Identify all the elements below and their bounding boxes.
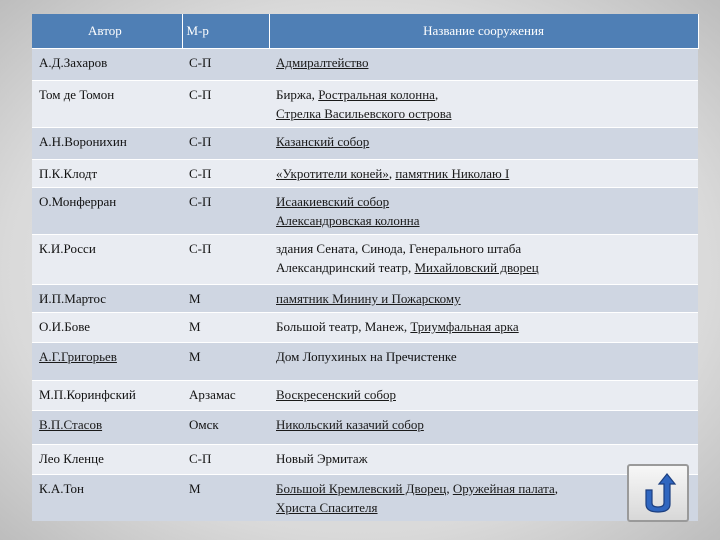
cell-building xyxy=(269,49,698,81)
author-name: К.А.Тон xyxy=(39,481,84,496)
building-text: , xyxy=(554,481,558,496)
table-header-row xyxy=(32,14,698,49)
return-button[interactable] xyxy=(627,464,689,522)
building-link[interactable]: Ростральная колонна xyxy=(318,87,435,102)
cell-city: М xyxy=(182,475,269,522)
table-row xyxy=(32,445,698,475)
cell-author[interactable] xyxy=(32,343,182,381)
cell-author xyxy=(32,285,182,313)
cell-building xyxy=(269,313,698,343)
cell-city: М xyxy=(182,343,269,381)
building-link[interactable]: Исаакиевский собор xyxy=(276,194,390,209)
cell-building xyxy=(269,188,698,235)
building-text: здания Сената, Синода, Генерального штаба xyxy=(276,241,522,256)
cell-city: М xyxy=(182,285,269,313)
cell-city: С-П xyxy=(182,81,269,128)
author-name: И.П.Мартос xyxy=(39,291,107,306)
cell-author xyxy=(32,128,182,160)
cell-author xyxy=(32,235,182,285)
author-name: К.И.Росси xyxy=(39,241,96,256)
table-row xyxy=(32,188,698,235)
building-link[interactable]: Михайловский дворец xyxy=(414,260,539,275)
cell-author xyxy=(32,81,182,128)
author-name[interactable]: В.П.Стасов xyxy=(39,417,103,432)
cell-building xyxy=(269,343,698,381)
cell-city: Арзамас xyxy=(182,381,269,411)
author-name: П.К.Клодт xyxy=(39,166,98,181)
cell-author xyxy=(32,381,182,411)
table-row xyxy=(32,128,698,160)
author-name: А.Н.Воронихин xyxy=(39,134,127,149)
building-link[interactable]: Никольский казачий собор xyxy=(276,417,424,432)
cell-city: Омск xyxy=(182,411,269,445)
author-name: М.П.Коринфский xyxy=(39,387,136,402)
cell-author xyxy=(32,160,182,188)
building-link[interactable]: Оружейная палата xyxy=(452,481,555,496)
table-row xyxy=(32,49,698,81)
building-link[interactable]: Стрелка Васильевского острова xyxy=(276,106,452,121)
cell-author xyxy=(32,49,182,81)
cell-author xyxy=(32,445,182,475)
header-city: М-р xyxy=(182,14,269,49)
architects-table xyxy=(32,14,699,521)
table-row xyxy=(32,235,698,285)
building-text: Новый Эрмитаж xyxy=(276,451,368,466)
building-link[interactable]: Воскресенский собор xyxy=(276,387,396,402)
table-row xyxy=(32,160,698,188)
building-text: , xyxy=(388,166,396,181)
building-link[interactable]: Адмиралтейство xyxy=(276,55,369,70)
table-row xyxy=(32,411,698,445)
cell-city: М xyxy=(182,313,269,343)
building-link[interactable]: Триумфальная арка xyxy=(410,319,519,334)
building-link[interactable]: Казанский собор xyxy=(276,134,370,149)
building-link[interactable]: Христа Спасителя xyxy=(276,500,378,515)
table-body xyxy=(32,49,698,522)
header-author: Автор xyxy=(32,14,182,49)
author-name: Том де Томон xyxy=(39,87,115,102)
author-name: О.И.Бове xyxy=(39,319,91,334)
cell-building xyxy=(269,381,698,411)
building-text: Дом Лопухиных на Пречистенке xyxy=(276,349,457,364)
author-name: О.Монферран xyxy=(39,194,117,209)
building-link[interactable]: памятник Минину и Пожарскому xyxy=(276,291,461,306)
cell-city: С-П xyxy=(182,235,269,285)
cell-building xyxy=(269,235,698,285)
cell-city: С-П xyxy=(182,128,269,160)
building-text: Александринский театр, xyxy=(276,260,415,275)
cell-building xyxy=(269,160,698,188)
building-text: , xyxy=(434,87,439,102)
author-name: А.Д.Захаров xyxy=(39,55,108,70)
cell-building xyxy=(269,285,698,313)
return-arrow-icon xyxy=(637,470,679,516)
table-row xyxy=(32,313,698,343)
cell-author[interactable] xyxy=(32,411,182,445)
author-name: Лео Кленце xyxy=(39,451,104,466)
building-link[interactable]: «Укротители коней» xyxy=(276,166,389,181)
cell-city: С-П xyxy=(182,188,269,235)
slide-table-container xyxy=(32,14,698,520)
table-row xyxy=(32,381,698,411)
building-text: Большой театр, Манеж, xyxy=(276,319,411,334)
cell-author xyxy=(32,313,182,343)
table-row xyxy=(32,475,698,522)
cell-building xyxy=(269,411,698,445)
cell-city: С-П xyxy=(182,160,269,188)
building-text: , xyxy=(446,481,453,496)
building-link[interactable]: Большой Кремлевский Дворец xyxy=(276,481,447,496)
cell-building xyxy=(269,81,698,128)
header-building: Название сооружения xyxy=(269,14,698,49)
cell-author xyxy=(32,188,182,235)
building-link[interactable]: памятник Николаю I xyxy=(395,166,510,181)
table-row xyxy=(32,81,698,128)
table-row xyxy=(32,285,698,313)
building-text: Биржа, xyxy=(276,87,319,102)
cell-building xyxy=(269,128,698,160)
table-row xyxy=(32,343,698,381)
author-name[interactable]: А.Г.Григорьев xyxy=(39,349,117,364)
cell-city: С-П xyxy=(182,49,269,81)
cell-author xyxy=(32,475,182,522)
cell-city: С-П xyxy=(182,445,269,475)
building-link[interactable]: Александровская колонна xyxy=(276,213,420,228)
